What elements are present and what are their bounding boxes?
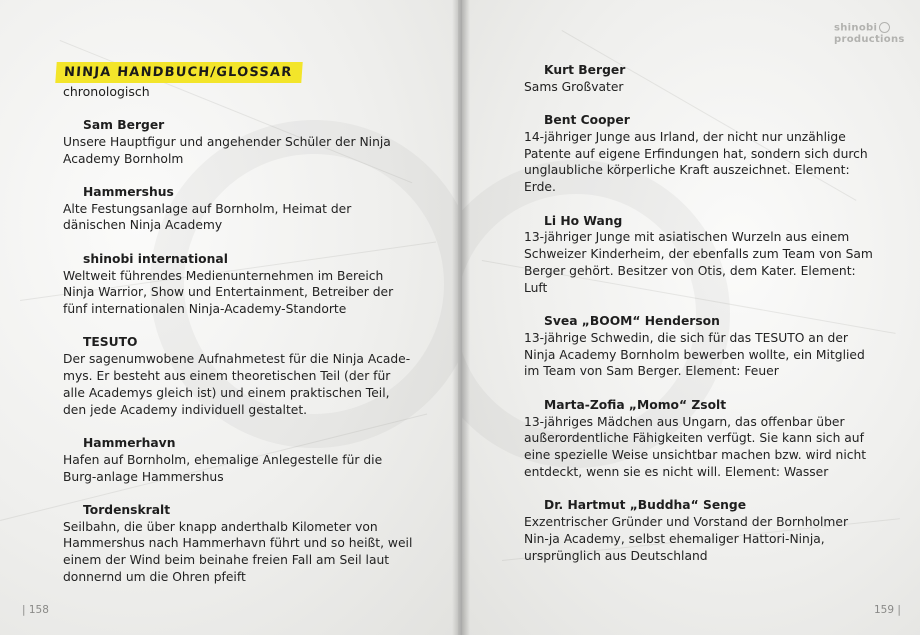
entry-definition: Weltweit führendes Medienunternehmen im Bereich Ninja Warrior, Show und Entertainment, Betreiber der fünf internationalen Ninja-Academy-Standorte xyxy=(63,268,394,317)
entry-definition: 14-jähriger Junge aus Irland, der nicht nur unzählige Patente auf eigene Erfindungen hat, sondern sich durch unglaubliche körperliche Kraft auszeichnet. Element: Erde. xyxy=(524,129,868,195)
glossary-entry xyxy=(63,251,413,318)
logo-line2: productions xyxy=(834,33,905,45)
copyright-icon xyxy=(879,22,890,33)
glossary-subheading: chronologisch xyxy=(63,84,150,99)
entry-definition: Seilbahn, die über knapp anderthalb Kilometer von Hammershus nach Hammerhavn führt und so heißt, weil einem der Wind beim beinahe freien Fall am Seil laut donnernd um die Ohren pfeift xyxy=(63,519,413,585)
glossary-entry xyxy=(63,435,413,485)
entry-term: Hammerhavn xyxy=(83,435,176,450)
glossary-entry xyxy=(524,497,874,564)
entry-definition: Unsere Hauptfigur und angehender Schüler der Ninja Academy Bornholm xyxy=(63,134,391,166)
entry-definition: 13-jährige Schwedin, die sich für das TESUTO an der Ninja Academy Bornholm bewerben wollte, ein Mitglied im Team von Sam Berger. Element: Feuer xyxy=(524,330,865,379)
entry-term: Kurt Berger xyxy=(544,63,626,77)
glossary-entry xyxy=(524,112,874,196)
shinobi-logo xyxy=(834,22,904,45)
entry-term: Sam Berger xyxy=(83,118,165,132)
book-gutter xyxy=(452,0,470,635)
glossary-entry xyxy=(63,117,413,167)
glossary-entry xyxy=(524,213,874,297)
entry-term: Marta-Zofia „Momo“ Zsolt xyxy=(544,397,727,412)
entry-term: Bent Cooper xyxy=(544,113,630,128)
entry-term: Dr. Hartmut „Buddha“ Senge xyxy=(544,498,747,513)
entry-definition: Alte Festungsanlage auf Bornholm, Heimat der dänischen Ninja Academy xyxy=(63,201,352,233)
entry-definition: Hafen auf Bornholm, ehemalige Anlegestelle für die Burg-anlage Hammershus xyxy=(63,452,383,484)
entry-term: Li Ho Wang xyxy=(544,213,623,228)
page-number-left: | 158 xyxy=(22,604,49,616)
page-number-right: 159 | xyxy=(874,604,901,616)
glossary-entry xyxy=(63,334,413,418)
entry-term: Svea „BOOM“ Henderson xyxy=(544,314,720,329)
entry-definition: Sams Großvater xyxy=(524,79,624,94)
entry-definition: 13-jähriger Junge mit asiatischen Wurzeln aus einem Schweizer Kinderheim, der ebenfalls zum Team von Sam Berger gehört. Besitzer von Otis, dem Kater. Element: Luft xyxy=(524,230,873,295)
entry-definition: Der sagenumwobene Aufnahmetest für die Ninja Acade-mys. Er besteht aus einem theoretischen Teil (der für alle Academys gleich ist) und einem praktischen Teil, den jede Academy individuell gestaltet. xyxy=(63,352,411,417)
glossary-entry xyxy=(524,62,874,96)
entry-definition: 13-jähriges Mädchen aus Ungarn, das offenbar über außerordentliche Fähigkeiten verfügt. Sie kann sich auf eine spezielle Weise unsichtbar machen bzw. wird nicht entdeckt, wenn sie es nicht will. Element: Wasser xyxy=(524,414,867,479)
left-entry-list xyxy=(63,117,413,602)
glossary-entry xyxy=(524,397,874,481)
glossary-entry xyxy=(524,313,874,380)
right-entry-list xyxy=(524,62,874,581)
entry-term: Hammershus xyxy=(83,184,174,199)
glossary-entry xyxy=(63,502,413,586)
glossary-heading: NINJA HANDBUCH/GLOSSAR xyxy=(55,62,303,83)
entry-term: TESUTO xyxy=(83,335,138,350)
entry-term: shinobi international xyxy=(83,251,228,266)
logo-line1: shinobi xyxy=(834,22,878,34)
glossary-entry xyxy=(63,184,413,234)
entry-term: Tordenskralt xyxy=(83,502,171,517)
entry-definition: Exzentrischer Gründer und Vorstand der Bornholmer Nin-ja Academy, selbst ehemaliger Hattori-Ninja, ursprünglich aus Deutschland xyxy=(524,515,849,563)
